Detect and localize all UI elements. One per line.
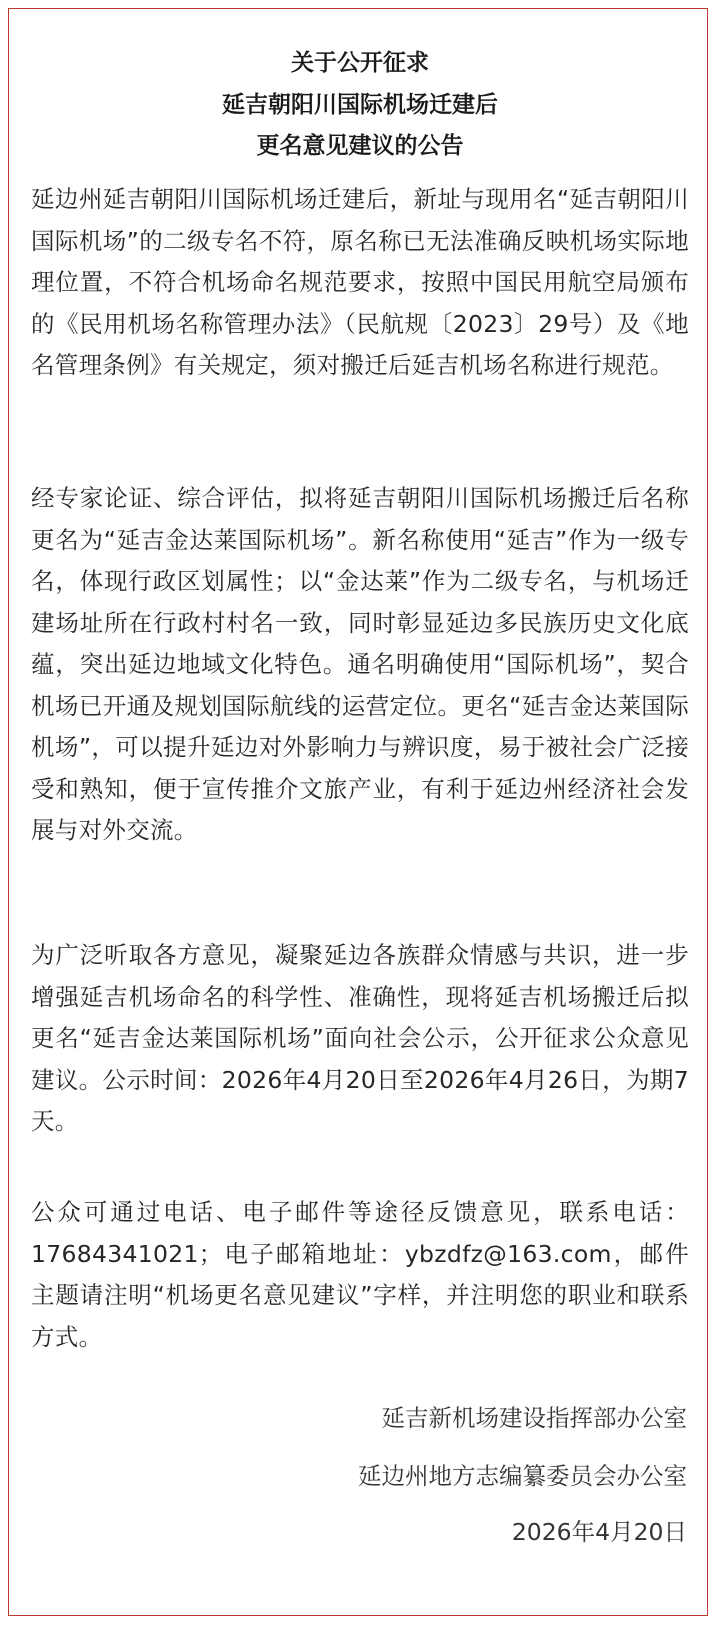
paragraph-proposed-name: 经专家论证、综合评估，拟将延吉朝阳川国际机场搬迁后名称更名为“延吉金达莱国际机场”。新名称使用“延吉”作为一级专名，体现行政区划属性；以“金达莱”作为二级专名，与机场迁建场址所在行政村村名一致，同时彰显延边多民族历史文化底蕴，突出延边地域文化特色。通名明确使用“国际机场”，契合机场已开通及规划国际航线的运营定位。更名“延吉金达莱国际机场”，可以提升延边对外影响力与辨识度，易于被社会广泛接受和熟知，便于宣传推介文旅产业，有利于延边州经济社会发展与对外交流。 bbox=[31, 484, 689, 844]
paragraph-background: 延边州延吉朝阳川国际机场迁建后，新址与现用名“延吉朝阳川国际机场”的二级专名不符，原名称已无法准确反映机场实际地理位置，不符合机场命名规范要求，按照中国民用航空局颁布的《民用机场名称管理办法》（民航规〔2023〕29号）及《地名管理条例》有关规定，须对搬迁后延吉机场名称进行规范。 bbox=[31, 185, 689, 379]
notice-title-line-1: 关于公开征求 bbox=[291, 50, 429, 76]
signature-construction-office: 延吉新机场建设指挥部办公室 bbox=[381, 1404, 687, 1432]
signature-gazetteer-office: 延边州地方志编纂委员会办公室 bbox=[358, 1462, 687, 1490]
paragraph-public-notice: 为广泛听取各方意见，凝聚延边各族群众情感与共识，进一步增强延吉机场命名的科学性、准确性，现将延吉机场搬迁后拟更名“延吉金达莱国际机场”面向社会公示，公开征求公众意见建议。公示时间：2026年4月20日至2026年4月26日，为期7天。 bbox=[31, 941, 689, 1135]
notice-title-line-2: 延吉朝阳川国际机场迁建后 bbox=[222, 92, 498, 118]
paragraph-contact-info: 公众可通过电话、电子邮件等途径反馈意见，联系电话：17684341021；电子邮箱地址：ybzdfz@163.com，邮件主题请注明“机场更名意见建议”字样，并注明您的职业和联系方式。 bbox=[31, 1198, 689, 1351]
notice-title-line-3: 更名意见建议的公告 bbox=[256, 133, 464, 159]
notice-date: 2026年4月20日 bbox=[511, 1518, 687, 1546]
